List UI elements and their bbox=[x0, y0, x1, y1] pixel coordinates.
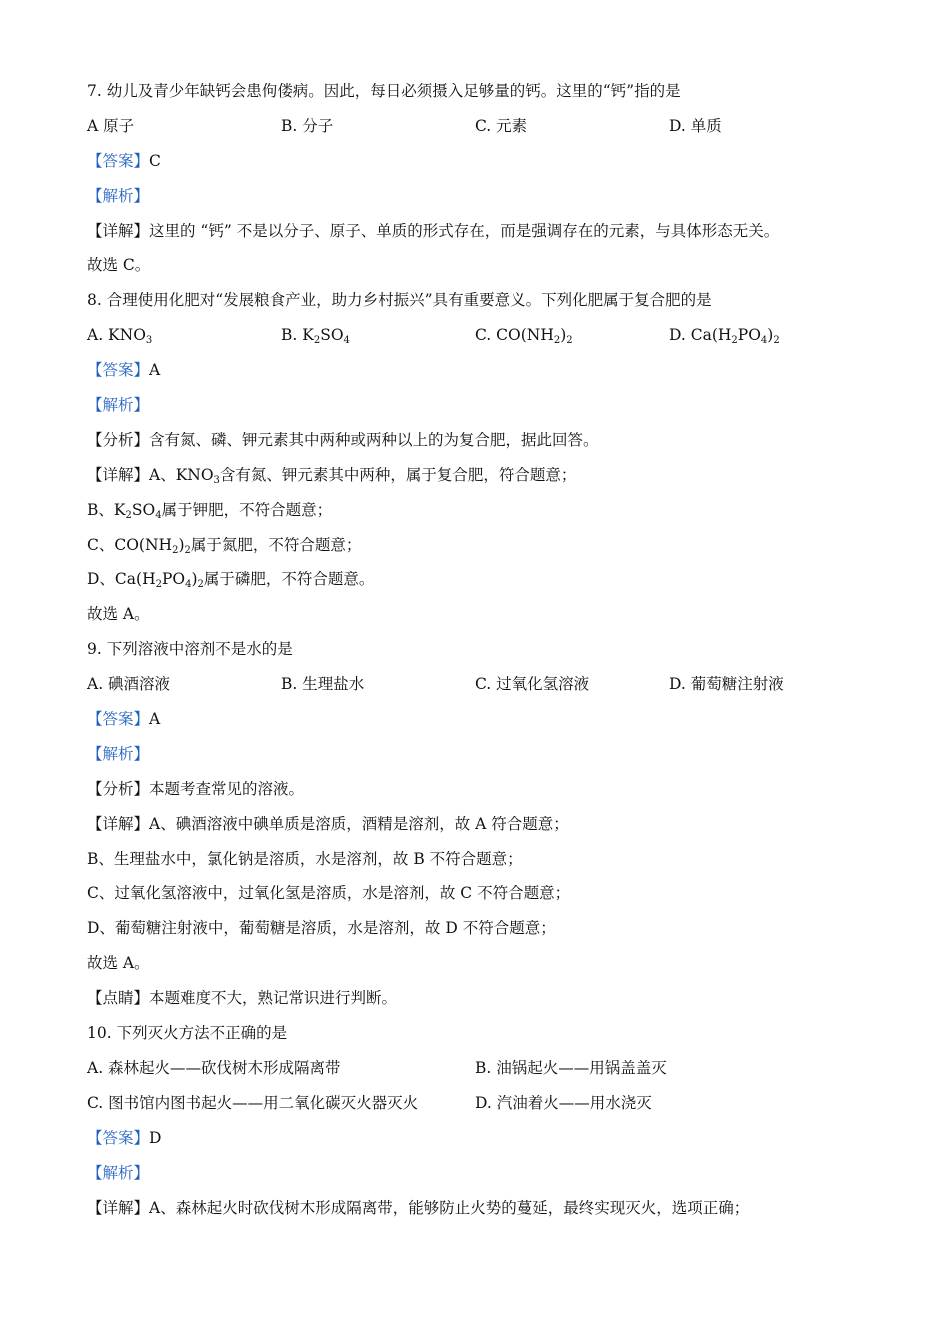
q8-detail-c: C、$CO(NH_2)_2$属于氮肥，不符合题意； bbox=[87, 535, 362, 556]
document-page bbox=[87, 78, 867, 1229]
q9-stem: 9. 下列溶液中溶剂不是水的是 bbox=[87, 640, 293, 659]
answer-value: C bbox=[149, 151, 161, 170]
q7-option-d: D. 单质 bbox=[669, 116, 722, 135]
q9-detail-a: 【详解】A、碘酒溶液中碘单质是溶质，酒精是溶剂，故 A 符合题意； bbox=[87, 814, 569, 833]
answer-label: 【答案】 bbox=[87, 710, 150, 729]
answer-label: 【答案】 bbox=[87, 361, 150, 380]
q7-stem: 7. 幼儿及青少年缺钙会患佝偻病。因此，每日必须摄入足够量的钙。这里的“钙”指的是 bbox=[87, 82, 681, 100]
q8-fenxi: 【分析】含有氮、磷、钾元素其中两种或两种以上的为复合肥，据此回答。 bbox=[87, 430, 599, 449]
q7-option-b: B. 分子 bbox=[281, 116, 334, 135]
q8-option-d: D. $Ca(H_2PO_4)_2$ bbox=[669, 326, 780, 347]
q10-options-row2 bbox=[87, 1090, 867, 1125]
q10-stem: 10. 下列灭火方法不正确的是 bbox=[87, 1024, 288, 1043]
q8-answer bbox=[87, 357, 867, 392]
q8-option-a: A. $KNO_3$ bbox=[87, 326, 153, 347]
q8-detail-a: 【详解】A、$KNO_3$含有氮、钾元素其中两种，属于复合肥，符合题意； bbox=[87, 465, 577, 486]
q9-options bbox=[87, 671, 867, 706]
q9-detail-d: D、葡萄糖注射液中，葡萄糖是溶质，水是溶剂，故 D 不符合题意； bbox=[87, 919, 556, 938]
q10-detail: 【详解】A、森林起火时砍伐树木形成隔离带，能够防止火势的蔓延，最终实现灭火，选项正确； bbox=[87, 1198, 750, 1217]
q10-option-c: C. 图书馆内图书起火——用二氧化碳灭火器灭火 bbox=[87, 1093, 419, 1112]
answer-value: A bbox=[149, 710, 161, 729]
q7-conclusion: 故选 C。 bbox=[87, 256, 151, 275]
q9-option-b: B. 生理盐水 bbox=[281, 675, 365, 694]
answer-label: 【答案】 bbox=[87, 1128, 150, 1147]
q9-option-a: A. 碘酒溶液 bbox=[87, 675, 171, 694]
q10-analysis-label: 【解析】 bbox=[87, 1163, 150, 1182]
q9-analysis-label: 【解析】 bbox=[87, 744, 150, 763]
answer-label: 【答案】 bbox=[87, 151, 150, 170]
q8-stem: 8. 合理使用化肥对“发展粮食产业，助力乡村振兴”具有重要意义。下列化肥属于复合肥的是 bbox=[87, 291, 712, 310]
q8-option-c: C. $CO(NH_2)_2$ bbox=[475, 326, 573, 347]
q10-option-b: B. 油锅起火——用锅盖盖灭 bbox=[475, 1058, 667, 1077]
q10-option-a: A. 森林起火——砍伐树木形成隔离带 bbox=[87, 1058, 341, 1077]
q7-option-a: A 原子 bbox=[87, 116, 135, 135]
q7-options bbox=[87, 113, 867, 148]
answer-value: D bbox=[149, 1128, 162, 1147]
q8-option-b: B. $K_2SO_4$ bbox=[281, 326, 350, 347]
q8-analysis-label: 【解析】 bbox=[87, 396, 150, 415]
q8-detail-d: D、$Ca(H_2PO_4)_2$属于磷肥，不符合题意。 bbox=[87, 570, 375, 591]
q9-detail-c: C、过氧化氢溶液中，过氧化氢是溶质，水是溶剂，故 C 不符合题意； bbox=[87, 884, 571, 903]
q9-conclusion: 故选 A。 bbox=[87, 954, 150, 973]
q9-detail-b: B、生理盐水中，氯化钠是溶质，水是溶剂，故 B 不符合题意； bbox=[87, 849, 523, 868]
answer-value: A bbox=[149, 361, 161, 380]
q9-answer bbox=[87, 706, 867, 741]
q7-option-c: C. 元素 bbox=[475, 116, 528, 135]
q10-option-d: D. 汽油着火——用水浇灭 bbox=[475, 1093, 652, 1112]
q8-options bbox=[87, 322, 867, 357]
q7-detail: 【详解】这里的 “钙” 不是以分子、原子、单质的形式存在，而是强调存在的元素，与具体形态无关。 bbox=[87, 221, 780, 240]
q8-conclusion: 故选 A。 bbox=[87, 605, 150, 624]
q9-fenxi: 【分析】本题考查常见的溶液。 bbox=[87, 779, 305, 798]
q10-answer bbox=[87, 1125, 867, 1160]
q7-answer bbox=[87, 148, 867, 183]
q9-dianjing: 【点睛】本题难度不大，熟记常识进行判断。 bbox=[87, 989, 398, 1008]
q10-options-row1 bbox=[87, 1055, 867, 1090]
q7-analysis-label: 【解析】 bbox=[87, 186, 150, 205]
q9-option-d: D. 葡萄糖注射液 bbox=[669, 675, 784, 694]
q8-detail-b: B、$K_2SO_4$属于钾肥，不符合题意； bbox=[87, 500, 333, 521]
q9-option-c: C. 过氧化氢溶液 bbox=[475, 675, 590, 694]
